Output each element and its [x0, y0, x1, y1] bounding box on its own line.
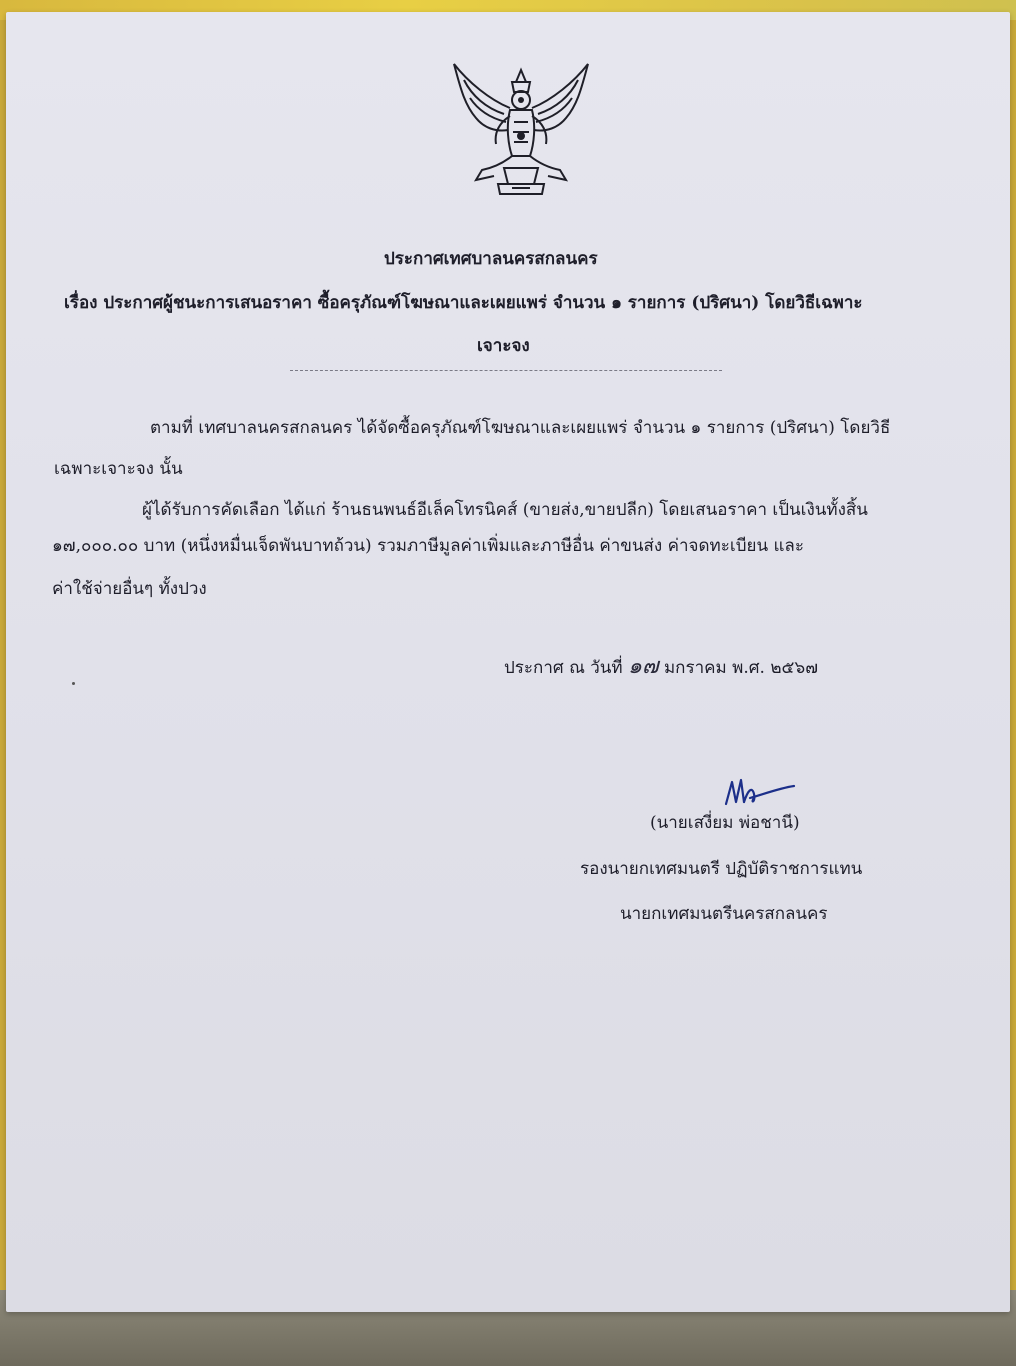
document-page [6, 12, 1010, 1312]
paper-speck [72, 682, 75, 685]
announcement-subject-line2: เจาะจง [477, 336, 530, 356]
paragraph2-line3: ค่าใช้จ่ายอื่นๆ ทั้งปวง [52, 579, 207, 599]
signatory-name: (นายเสงี่ยม พ่อชานี) [650, 813, 800, 833]
header-divider [290, 370, 722, 371]
date-prefix: ประกาศ ณ วันที่ [504, 658, 623, 678]
paragraph1-line1: ตามที่ เทศบาลนครสกลนคร ได้จัดซื้อครุภัณฑ์โฆษณาและเผยแพร่ จำนวน ๑ รายการ (ปริศนา) โดยวิธี [150, 418, 891, 438]
signatory-position-line1: รองนายกเทศมนตรี ปฏิบัติราชการแทน [580, 859, 863, 879]
garuda-emblem-icon [446, 56, 596, 206]
announcement-title: ประกาศเทศบาลนครสกลนคร [384, 249, 598, 269]
paragraph1-line2: เฉพาะเจาะจง นั้น [54, 459, 183, 479]
date-day: ๑๗ [628, 654, 659, 679]
date-suffix: มกราคม พ.ศ. ๒๕๖๗ [663, 658, 818, 678]
announcement-date [504, 648, 818, 683]
announcement-subject-line1: เรื่อง ประกาศผู้ชนะการเสนอราคา ซื้อครุภัณฑ์โฆษณาและเผยแพร่ จำนวน ๑ รายการ (ปริศนา) โดยวิธีเฉพาะ [64, 293, 863, 313]
signatory-position-line2: นายกเทศมนตรีนครสกลนคร [620, 904, 828, 924]
paragraph2-line1: ผู้ได้รับการคัดเลือก ได้แก่ ร้านธนพนธ์อีเล็คโทรนิคส์ (ขายส่ง,ขายปลีก) โดยเสนอราคา เป็นเงินทั้งสิ้น [142, 500, 868, 520]
paragraph2-line2: ๑๗,๐๐๐.๐๐ บาท (หนึ่งหมื่นเจ็ดพันบาทถ้วน) รวมภาษีมูลค่าเพิ่มและภาษีอื่น ค่าขนส่ง ค่าจดทะเบียน และ [52, 536, 804, 556]
